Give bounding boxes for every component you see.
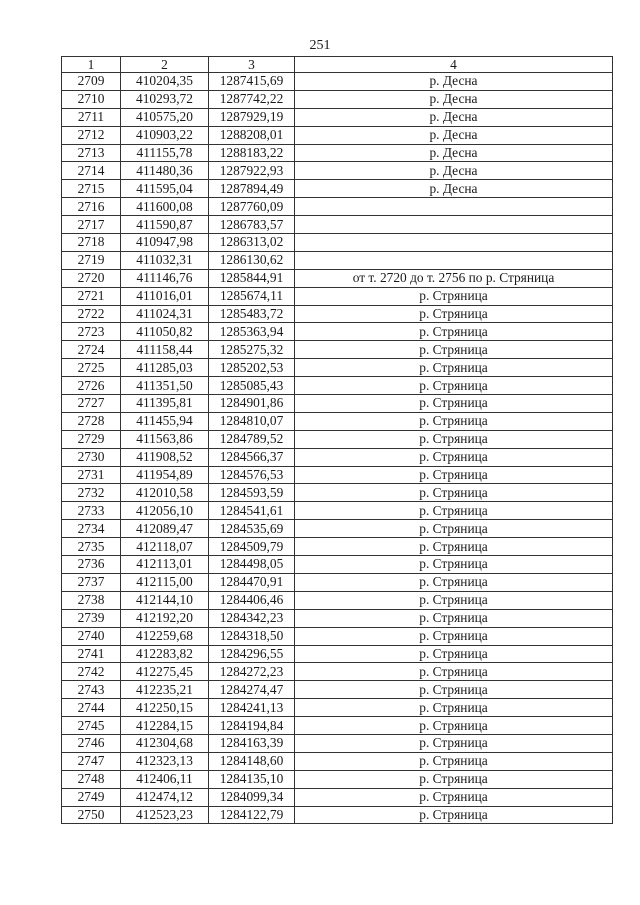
- point-number-cell: 2713: [62, 144, 121, 162]
- point-number-cell: 2738: [62, 591, 121, 609]
- description-cell: р. Стряница: [295, 305, 613, 323]
- x-coordinate-cell: 412144,10: [121, 591, 209, 609]
- table-row: [62, 520, 613, 538]
- x-coordinate-cell: 412118,07: [121, 538, 209, 556]
- table-row: [62, 430, 613, 448]
- y-coordinate-cell: 1284122,79: [209, 806, 295, 824]
- table-row: [62, 609, 613, 627]
- table-row: [62, 699, 613, 717]
- y-coordinate-cell: 1284789,52: [209, 430, 295, 448]
- x-coordinate-cell: 412406,11: [121, 770, 209, 788]
- table-row: [62, 73, 613, 91]
- x-coordinate-cell: 411455,94: [121, 412, 209, 430]
- y-coordinate-cell: 1288183,22: [209, 144, 295, 162]
- table-row: [62, 573, 613, 591]
- x-coordinate-cell: 411563,86: [121, 430, 209, 448]
- description-cell: р. Стряница: [295, 538, 613, 556]
- column-header-1: 1: [62, 57, 121, 73]
- x-coordinate-cell: 410204,35: [121, 73, 209, 91]
- table-row: [62, 484, 613, 502]
- table-row: [62, 234, 613, 252]
- x-coordinate-cell: 411016,01: [121, 287, 209, 305]
- x-coordinate-cell: 412056,10: [121, 502, 209, 520]
- y-coordinate-cell: 1284148,60: [209, 752, 295, 770]
- point-number-cell: 2726: [62, 377, 121, 395]
- table-row: [62, 395, 613, 413]
- description-cell: р. Стряница: [295, 287, 613, 305]
- y-coordinate-cell: 1285483,72: [209, 305, 295, 323]
- y-coordinate-cell: 1284406,46: [209, 591, 295, 609]
- coordinates-table: [61, 56, 613, 824]
- x-coordinate-cell: 411595,04: [121, 180, 209, 198]
- y-coordinate-cell: 1285844,91: [209, 269, 295, 287]
- point-number-cell: 2730: [62, 448, 121, 466]
- table-row: [62, 305, 613, 323]
- description-cell: р. Стряница: [295, 573, 613, 591]
- table-row: [62, 216, 613, 234]
- x-coordinate-cell: 412523,23: [121, 806, 209, 824]
- description-cell: р. Стряница: [295, 430, 613, 448]
- table-row: [62, 627, 613, 645]
- x-coordinate-cell: 411146,76: [121, 269, 209, 287]
- table-row: [62, 180, 613, 198]
- description-cell: р. Стряница: [295, 395, 613, 413]
- description-cell: р. Десна: [295, 90, 613, 108]
- x-coordinate-cell: 412284,15: [121, 717, 209, 735]
- table-row: [62, 126, 613, 144]
- page-number: 251: [309, 38, 331, 53]
- point-number-cell: 2746: [62, 734, 121, 752]
- x-coordinate-cell: 412259,68: [121, 627, 209, 645]
- description-cell: р. Десна: [295, 73, 613, 91]
- description-cell: р. Стряница: [295, 520, 613, 538]
- table-row: [62, 377, 613, 395]
- point-number-cell: 2749: [62, 788, 121, 806]
- description-cell: [295, 251, 613, 269]
- table-row: [62, 412, 613, 430]
- y-coordinate-cell: 1287742,22: [209, 90, 295, 108]
- table-row: [62, 287, 613, 305]
- x-coordinate-cell: 411590,87: [121, 216, 209, 234]
- table-row: [62, 752, 613, 770]
- point-number-cell: 2732: [62, 484, 121, 502]
- x-coordinate-cell: 412089,47: [121, 520, 209, 538]
- description-cell: р. Стряница: [295, 770, 613, 788]
- y-coordinate-cell: 1284535,69: [209, 520, 295, 538]
- table-body: [62, 73, 613, 824]
- y-coordinate-cell: 1284593,59: [209, 484, 295, 502]
- point-number-cell: 2727: [62, 395, 121, 413]
- y-coordinate-cell: 1285202,53: [209, 359, 295, 377]
- point-number-cell: 2725: [62, 359, 121, 377]
- table-row: [62, 556, 613, 574]
- y-coordinate-cell: 1284318,50: [209, 627, 295, 645]
- description-cell: р. Стряница: [295, 645, 613, 663]
- x-coordinate-cell: 412192,20: [121, 609, 209, 627]
- y-coordinate-cell: 1284194,84: [209, 717, 295, 735]
- table-row: [62, 645, 613, 663]
- x-coordinate-cell: 412113,01: [121, 556, 209, 574]
- point-number-cell: 2739: [62, 609, 121, 627]
- y-coordinate-cell: 1284342,23: [209, 609, 295, 627]
- x-coordinate-cell: 411158,44: [121, 341, 209, 359]
- point-number-cell: 2731: [62, 466, 121, 484]
- point-number-cell: 2729: [62, 430, 121, 448]
- table-row: [62, 788, 613, 806]
- y-coordinate-cell: 1288208,01: [209, 126, 295, 144]
- point-number-cell: 2750: [62, 806, 121, 824]
- description-cell: р. Стряница: [295, 681, 613, 699]
- x-coordinate-cell: 411032,31: [121, 251, 209, 269]
- point-number-cell: 2734: [62, 520, 121, 538]
- x-coordinate-cell: 412250,15: [121, 699, 209, 717]
- x-coordinate-cell: 410293,72: [121, 90, 209, 108]
- y-coordinate-cell: 1284163,39: [209, 734, 295, 752]
- description-cell: р. Стряница: [295, 323, 613, 341]
- description-cell: [295, 216, 613, 234]
- x-coordinate-cell: 412115,00: [121, 573, 209, 591]
- x-coordinate-cell: 412323,13: [121, 752, 209, 770]
- description-cell: р. Стряница: [295, 466, 613, 484]
- x-coordinate-cell: 412304,68: [121, 734, 209, 752]
- point-number-cell: 2745: [62, 717, 121, 735]
- description-cell: р. Десна: [295, 126, 613, 144]
- table-row: [62, 198, 613, 216]
- description-cell: р. Стряница: [295, 359, 613, 377]
- y-coordinate-cell: 1287894,49: [209, 180, 295, 198]
- y-coordinate-cell: 1285363,94: [209, 323, 295, 341]
- description-cell: р. Десна: [295, 180, 613, 198]
- y-coordinate-cell: 1284241,13: [209, 699, 295, 717]
- description-cell: р. Стряница: [295, 663, 613, 681]
- x-coordinate-cell: 411024,31: [121, 305, 209, 323]
- description-cell: р. Стряница: [295, 377, 613, 395]
- y-coordinate-cell: 1286130,62: [209, 251, 295, 269]
- description-cell: р. Десна: [295, 162, 613, 180]
- y-coordinate-cell: 1287929,19: [209, 108, 295, 126]
- table-row: [62, 806, 613, 824]
- point-number-cell: 2712: [62, 126, 121, 144]
- x-coordinate-cell: 410947,98: [121, 234, 209, 252]
- point-number-cell: 2723: [62, 323, 121, 341]
- point-number-cell: 2720: [62, 269, 121, 287]
- y-coordinate-cell: 1287760,09: [209, 198, 295, 216]
- point-number-cell: 2733: [62, 502, 121, 520]
- y-coordinate-cell: 1286313,02: [209, 234, 295, 252]
- point-number-cell: 2718: [62, 234, 121, 252]
- x-coordinate-cell: 411155,78: [121, 144, 209, 162]
- x-coordinate-cell: 411954,89: [121, 466, 209, 484]
- x-coordinate-cell: 411395,81: [121, 395, 209, 413]
- description-cell: р. Стряница: [295, 806, 613, 824]
- x-coordinate-cell: 412235,21: [121, 681, 209, 699]
- point-number-cell: 2742: [62, 663, 121, 681]
- x-coordinate-cell: 411600,08: [121, 198, 209, 216]
- table-row: [62, 538, 613, 556]
- description-cell: р. Стряница: [295, 412, 613, 430]
- table-row: [62, 591, 613, 609]
- table-header-row: [62, 57, 613, 73]
- table-row: [62, 448, 613, 466]
- description-cell: р. Стряница: [295, 502, 613, 520]
- description-cell: р. Десна: [295, 108, 613, 126]
- point-number-cell: 2741: [62, 645, 121, 663]
- x-coordinate-cell: 411285,03: [121, 359, 209, 377]
- column-header-2: 2: [121, 57, 209, 73]
- y-coordinate-cell: 1284272,23: [209, 663, 295, 681]
- y-coordinate-cell: 1287415,69: [209, 73, 295, 91]
- description-cell: [295, 198, 613, 216]
- table-row: [62, 269, 613, 287]
- table-row: [62, 251, 613, 269]
- x-coordinate-cell: 411351,50: [121, 377, 209, 395]
- table-row: [62, 359, 613, 377]
- x-coordinate-cell: 411908,52: [121, 448, 209, 466]
- point-number-cell: 2744: [62, 699, 121, 717]
- table-row: [62, 466, 613, 484]
- description-cell: р. Стряница: [295, 448, 613, 466]
- description-cell: р. Стряница: [295, 609, 613, 627]
- point-number-cell: 2737: [62, 573, 121, 591]
- point-number-cell: 2735: [62, 538, 121, 556]
- description-cell: р. Стряница: [295, 591, 613, 609]
- x-coordinate-cell: 410903,22: [121, 126, 209, 144]
- y-coordinate-cell: 1284566,37: [209, 448, 295, 466]
- table-row: [62, 108, 613, 126]
- y-coordinate-cell: 1284135,10: [209, 770, 295, 788]
- description-cell: от т. 2720 до т. 2756 по р. Стряница: [295, 269, 613, 287]
- y-coordinate-cell: 1286783,57: [209, 216, 295, 234]
- table-row: [62, 144, 613, 162]
- x-coordinate-cell: 412474,12: [121, 788, 209, 806]
- description-cell: р. Стряница: [295, 484, 613, 502]
- table-row: [62, 341, 613, 359]
- point-number-cell: 2743: [62, 681, 121, 699]
- table-row: [62, 90, 613, 108]
- table-row: [62, 502, 613, 520]
- x-coordinate-cell: 411480,36: [121, 162, 209, 180]
- point-number-cell: 2711: [62, 108, 121, 126]
- column-header-3: 3: [209, 57, 295, 73]
- description-cell: р. Стряница: [295, 699, 613, 717]
- point-number-cell: 2736: [62, 556, 121, 574]
- description-cell: р. Стряница: [295, 627, 613, 645]
- table-row: [62, 770, 613, 788]
- y-coordinate-cell: 1284901,86: [209, 395, 295, 413]
- table-row: [62, 717, 613, 735]
- y-coordinate-cell: 1284296,55: [209, 645, 295, 663]
- description-cell: р. Стряница: [295, 734, 613, 752]
- description-cell: р. Стряница: [295, 556, 613, 574]
- y-coordinate-cell: 1284810,07: [209, 412, 295, 430]
- x-coordinate-cell: 410575,20: [121, 108, 209, 126]
- table-row: [62, 162, 613, 180]
- point-number-cell: 2714: [62, 162, 121, 180]
- column-header-4: 4: [295, 57, 613, 73]
- y-coordinate-cell: 1284576,53: [209, 466, 295, 484]
- y-coordinate-cell: 1284541,61: [209, 502, 295, 520]
- description-cell: р. Стряница: [295, 341, 613, 359]
- point-number-cell: 2709: [62, 73, 121, 91]
- description-cell: р. Стряница: [295, 788, 613, 806]
- x-coordinate-cell: 412283,82: [121, 645, 209, 663]
- table-row: [62, 323, 613, 341]
- point-number-cell: 2722: [62, 305, 121, 323]
- table-row: [62, 734, 613, 752]
- point-number-cell: 2710: [62, 90, 121, 108]
- point-number-cell: 2715: [62, 180, 121, 198]
- point-number-cell: 2747: [62, 752, 121, 770]
- y-coordinate-cell: 1284470,91: [209, 573, 295, 591]
- point-number-cell: 2721: [62, 287, 121, 305]
- point-number-cell: 2728: [62, 412, 121, 430]
- table-row: [62, 681, 613, 699]
- point-number-cell: 2717: [62, 216, 121, 234]
- y-coordinate-cell: 1285085,43: [209, 377, 295, 395]
- y-coordinate-cell: 1287922,93: [209, 162, 295, 180]
- description-cell: [295, 234, 613, 252]
- y-coordinate-cell: 1284099,34: [209, 788, 295, 806]
- y-coordinate-cell: 1285275,32: [209, 341, 295, 359]
- point-number-cell: 2748: [62, 770, 121, 788]
- description-cell: р. Стряница: [295, 752, 613, 770]
- y-coordinate-cell: 1284509,79: [209, 538, 295, 556]
- point-number-cell: 2719: [62, 251, 121, 269]
- y-coordinate-cell: 1285674,11: [209, 287, 295, 305]
- point-number-cell: 2716: [62, 198, 121, 216]
- description-cell: р. Стряница: [295, 717, 613, 735]
- y-coordinate-cell: 1284498,05: [209, 556, 295, 574]
- point-number-cell: 2724: [62, 341, 121, 359]
- x-coordinate-cell: 411050,82: [121, 323, 209, 341]
- y-coordinate-cell: 1284274,47: [209, 681, 295, 699]
- table-row: [62, 663, 613, 681]
- point-number-cell: 2740: [62, 627, 121, 645]
- description-cell: р. Десна: [295, 144, 613, 162]
- x-coordinate-cell: 412010,58: [121, 484, 209, 502]
- x-coordinate-cell: 412275,45: [121, 663, 209, 681]
